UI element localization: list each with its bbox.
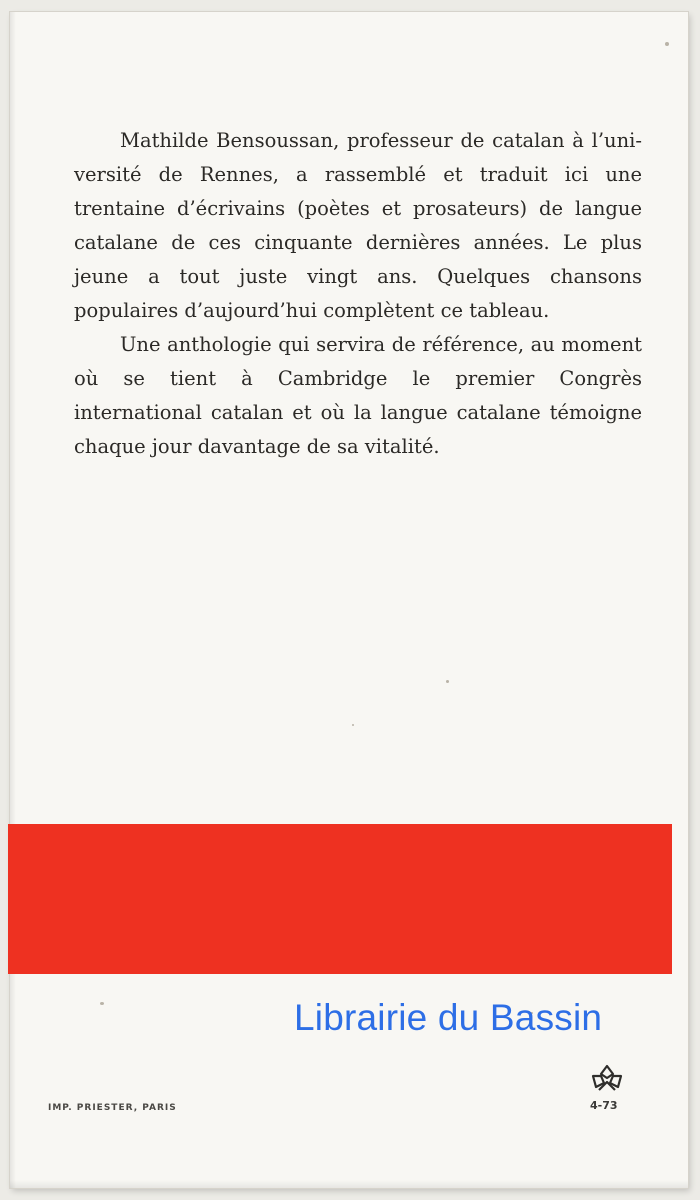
paper-speck bbox=[352, 724, 354, 726]
cover-edge-shadow bbox=[10, 12, 16, 1188]
paper-speck bbox=[100, 1002, 104, 1005]
printer-imprint: IMP. PRIESTER, PARIS bbox=[48, 1103, 177, 1113]
cover-bottom-shadow bbox=[10, 1180, 688, 1188]
back-cover-blurb bbox=[74, 124, 642, 464]
catalog-code: 4-73 bbox=[590, 1099, 618, 1112]
blurb-paragraph-1: Mathilde Bensoussan, professeur de catalan à l’université de Rennes, a rassemblé et traduit ici une trentaine d’écrivains (poètes et prosateurs) de langue catalane de ces cinquante dernières années. Le plus jeune a tout juste vingt ans. Quelques chansons populaires d’aujourd’hui complètent ce tableau. bbox=[74, 129, 642, 322]
seller-watermark: Librairie du Bassin bbox=[294, 997, 603, 1038]
publisher-star-emblem-icon bbox=[587, 1063, 627, 1093]
blurb-paragraph-2: Une anthologie qui servira de référence, au moment où se tient à Cambridge le premier Congrès international catalan et où la langue catalane témoigne chaque jour davantage de sa vitalité. bbox=[74, 333, 642, 458]
red-band bbox=[8, 824, 672, 974]
paper-speck bbox=[665, 42, 669, 46]
paper-speck bbox=[446, 680, 449, 683]
